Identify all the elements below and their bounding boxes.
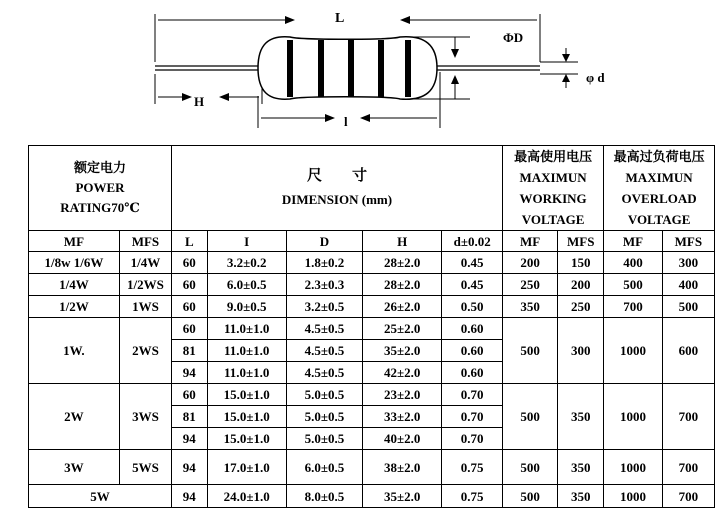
cell-d: 0.50 [442, 296, 503, 318]
color-band-3 [348, 40, 354, 97]
cell-mfs: 2WS [119, 318, 171, 384]
cell-I: 11.0±1.0 [207, 362, 286, 384]
subheader-D: D [286, 231, 362, 252]
cell-wv-mf: 350 [502, 296, 557, 318]
cell-L: 60 [172, 296, 207, 318]
subheader-H: H [363, 231, 442, 252]
cell-mfs: 1/4W [119, 252, 171, 274]
subheader-ov-mf: MF [604, 231, 662, 252]
cell-L: 94 [172, 362, 207, 384]
cell-d: 0.75 [442, 485, 503, 508]
PhiD-label: ΦD [503, 30, 524, 45]
H-arrowhead-right [219, 93, 229, 101]
phid-arrowhead-top [562, 54, 570, 62]
cell-D: 5.0±0.5 [286, 384, 362, 406]
cell-ov-mf: 1000 [604, 485, 662, 508]
cell-mfs: 3WS [119, 384, 171, 450]
cell-ov-mfs: 300 [662, 252, 714, 274]
phid-arrowhead-bottom [562, 74, 570, 82]
cell-L: 60 [172, 252, 207, 274]
cell-d: 0.60 [442, 340, 503, 362]
resistor-spec-table [28, 145, 715, 508]
color-band-2 [318, 40, 324, 97]
header-max-working-voltage [502, 146, 603, 231]
header-dimension-en: DIMENSION (mm) [281, 192, 393, 207]
cell-H: 33±2.0 [363, 406, 442, 428]
cell-I: 15.0±1.0 [207, 428, 286, 450]
cell-mf: 1/2W [29, 296, 120, 318]
cell-I: 11.0±1.0 [207, 340, 286, 362]
cell-wv-mfs: 150 [558, 252, 604, 274]
header-power-rating [29, 146, 172, 231]
header-working-voltage: VOLTAGE [521, 212, 585, 227]
header-overload-overload: OVERLOAD [621, 191, 697, 206]
cell-L: 94 [172, 485, 207, 508]
L-arrowhead-left [285, 16, 295, 24]
cell-ov-mf: 400 [604, 252, 662, 274]
cell-mfs: 5WS [119, 450, 171, 485]
table-row [29, 252, 715, 274]
cell-mf: 1W. [29, 318, 120, 384]
cell-H: 23±2.0 [363, 384, 442, 406]
cell-I: 15.0±1.0 [207, 406, 286, 428]
cell-d: 0.60 [442, 318, 503, 340]
cell-D: 3.2±0.5 [286, 296, 362, 318]
cell-H: 38±2.0 [363, 450, 442, 485]
table-row [29, 450, 715, 485]
subheader-L: L [172, 231, 207, 252]
color-band-4 [378, 40, 384, 97]
cell-L: 60 [172, 384, 207, 406]
cell-H: 35±2.0 [363, 485, 442, 508]
cell-D: 4.5±0.5 [286, 318, 362, 340]
cell-ov-mfs: 600 [662, 318, 714, 384]
cell-wv-mf: 500 [502, 485, 557, 508]
cell-H: 35±2.0 [363, 340, 442, 362]
header-working-maximun: MAXIMUN [519, 170, 587, 185]
table-row [29, 318, 715, 340]
cell-ov-mf: 700 [604, 296, 662, 318]
header-overload-voltage: VOLTAGE [627, 212, 691, 227]
header-rating-70c: RATING70℃ [60, 200, 140, 215]
cell-wv-mfs: 250 [558, 296, 604, 318]
cell-wv-mf: 200 [502, 252, 557, 274]
cell-H: 28±2.0 [363, 274, 442, 296]
cell-mfs: 1/2WS [119, 274, 171, 296]
header-dimension-cn: 尺寸 [306, 168, 397, 184]
cell-D: 1.8±0.2 [286, 252, 362, 274]
cell-ov-mfs: 700 [662, 485, 714, 508]
cell-I: 6.0±0.5 [207, 274, 286, 296]
l-arrowhead-right [360, 114, 370, 122]
cell-d: 0.70 [442, 406, 503, 428]
cell-wv-mfs: 300 [558, 318, 604, 384]
cell-wv-mfs: 200 [558, 274, 604, 296]
header-rating-cn: 额定电力 [74, 160, 127, 175]
PhiD-arrowhead [451, 49, 459, 58]
cell-d: 0.75 [442, 450, 503, 485]
cell-wv-mfs: 350 [558, 450, 604, 485]
subheader-ov-mfs: MFS [662, 231, 714, 252]
cell-D: 5.0±0.5 [286, 406, 362, 428]
cell-ov-mf: 500 [604, 274, 662, 296]
subheader-mfs: MFS [119, 231, 171, 252]
resistor-dimension-diagram [0, 0, 715, 140]
cell-wv-mfs: 350 [558, 485, 604, 508]
cell-wv-mf: 250 [502, 274, 557, 296]
cell-L: 60 [172, 274, 207, 296]
cell-mf: 1/4W [29, 274, 120, 296]
cell-L: 81 [172, 340, 207, 362]
header-max-overload-voltage [604, 146, 715, 231]
cell-L: 94 [172, 428, 207, 450]
subheader-d: d±0.02 [442, 231, 503, 252]
cell-I: 9.0±0.5 [207, 296, 286, 318]
cell-mfs: 1WS [119, 296, 171, 318]
cell-I: 15.0±1.0 [207, 384, 286, 406]
l-label: l [344, 114, 348, 129]
header-working-working: WORKING [519, 191, 587, 206]
header-rating-power: POWER [75, 180, 125, 195]
l-arrowhead-left [325, 114, 335, 122]
cell-wv-mf: 500 [502, 318, 557, 384]
cell-D: 5.0±0.5 [286, 428, 362, 450]
cell-mf: 1/8w 1/6W [29, 252, 120, 274]
cell-mf: 5W [29, 485, 172, 508]
cell-D: 6.0±0.5 [286, 450, 362, 485]
subheader-wv-mf: MF [502, 231, 557, 252]
cell-d: 0.45 [442, 274, 503, 296]
color-band-1 [287, 40, 293, 97]
cell-H: 26±2.0 [363, 296, 442, 318]
table-row [29, 296, 715, 318]
cell-H: 42±2.0 [363, 362, 442, 384]
cell-H: 25±2.0 [363, 318, 442, 340]
cell-I: 17.0±1.0 [207, 450, 286, 485]
cell-D: 4.5±0.5 [286, 340, 362, 362]
PhiD-arrowhead-bottom [451, 75, 459, 84]
cell-ov-mfs: 400 [662, 274, 714, 296]
cell-d: 0.70 [442, 428, 503, 450]
H-arrowhead-left [182, 93, 192, 101]
cell-ov-mf: 1000 [604, 384, 662, 450]
color-band-5 [405, 40, 411, 97]
cell-I: 24.0±1.0 [207, 485, 286, 508]
cell-L: 94 [172, 450, 207, 485]
phid-label: φ d [586, 70, 605, 85]
cell-d: 0.45 [442, 252, 503, 274]
subheader-wv-mfs: MFS [558, 231, 604, 252]
cell-D: 8.0±0.5 [286, 485, 362, 508]
cell-ov-mfs: 500 [662, 296, 714, 318]
header-overload-maximun: MAXIMUN [625, 170, 693, 185]
cell-ov-mf: 1000 [604, 450, 662, 485]
cell-D: 4.5±0.5 [286, 362, 362, 384]
cell-L: 81 [172, 406, 207, 428]
L-arrowhead-right [400, 16, 410, 24]
L-label: L [335, 11, 345, 26]
cell-ov-mfs: 700 [662, 450, 714, 485]
header-dimension [172, 146, 503, 231]
cell-mf: 3W [29, 450, 120, 485]
table-row [29, 485, 715, 508]
table-row [29, 384, 715, 406]
header-working-cn: 最高使用电压 [514, 149, 593, 164]
cell-mf: 2W [29, 384, 120, 450]
subheader-I: I [207, 231, 286, 252]
table-row [29, 274, 715, 296]
cell-ov-mfs: 700 [662, 384, 714, 450]
cell-wv-mf: 500 [502, 384, 557, 450]
cell-d: 0.60 [442, 362, 503, 384]
cell-d: 0.70 [442, 384, 503, 406]
H-label: H [194, 94, 205, 109]
cell-D: 2.3±0.3 [286, 274, 362, 296]
cell-L: 60 [172, 318, 207, 340]
cell-I: 3.2±0.2 [207, 252, 286, 274]
cell-H: 28±2.0 [363, 252, 442, 274]
cell-ov-mf: 1000 [604, 318, 662, 384]
cell-wv-mf: 500 [502, 450, 557, 485]
cell-wv-mfs: 350 [558, 384, 604, 450]
header-overload-cn: 最高过负荷电压 [613, 149, 705, 164]
cell-I: 11.0±1.0 [207, 318, 286, 340]
cell-H: 40±2.0 [363, 428, 442, 450]
subheader-mf: MF [29, 231, 120, 252]
